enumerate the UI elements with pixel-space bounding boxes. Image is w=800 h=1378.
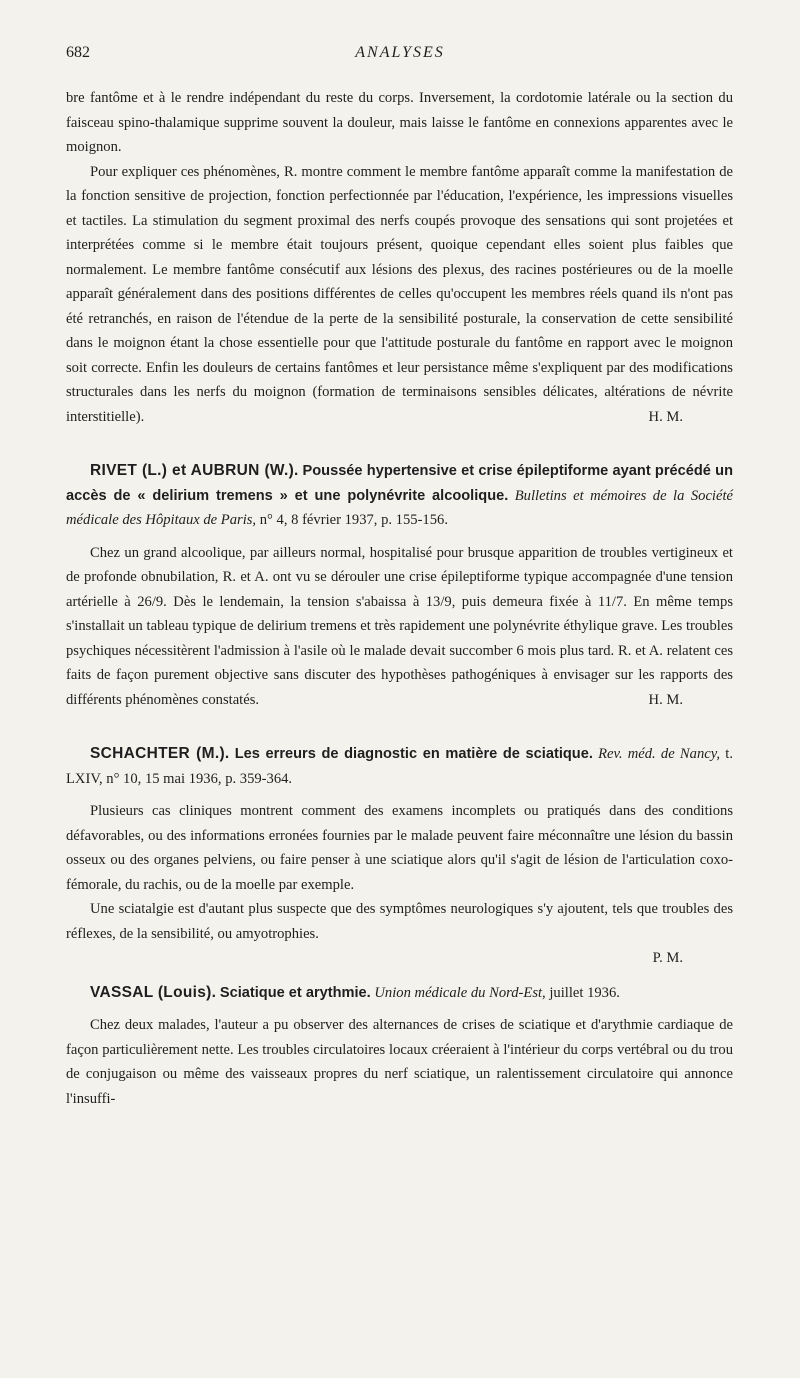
review-title: Poussée hypertensive et crise épileptiforme ayant précédé un accès de « delirium tremens » et une polynévrite alcoolique. — [66, 463, 733, 504]
review-reference: t. LXIV, n° 10, 15 mai 1936, p. 359-364. — [66, 746, 733, 787]
review-journal: Bulletins et mémoires de la Société médicale des Hôpitaux de Paris, — [66, 487, 733, 528]
review-paragraph: Chez deux malades, l'auteur a pu observer des alternances de crises de sciatique et d'arythmie cardiaque de façon particulièrement nette. Les troubles circulatoires locaux créeraient à l'intérieur du corps vertébral ou du trou de conjugaison ou même des vaisseaux propres du nerf sciatique, un ralentissement circulatoire qui annonce l'insuffi- — [66, 1017, 733, 1107]
page-body — [66, 86, 733, 1111]
review-paragraph: bre fantôme et à le rendre indépendant du reste du corps. Inversement, la cordotomie latérale ou la section du faisceau spino-thalamique supprime souvent la douleur, mais laisse le fantôme en connexions apparentes avec le moignon. — [66, 90, 733, 155]
review-paragraph: Plusieurs cas cliniques montrent comment des examens incomplets ou pratiqués dans des conditions défavorables, ou des informations erronées fournies par le malade peuvent faire méconnaître une lésion du bassin osseux ou des organes pelviens, ou faire penser à une sciatique alors qu'il s'agit de lésion de l'articulation coxo-fémorale, du rachis, ou de la moelle par exemple. — [66, 803, 733, 893]
review-paragraph: Chez un grand alcoolique, par ailleurs normal, hospitalisé pour brusque apparition de troubles vertigineux et de profonde obnubilation, R. et A. ont vu se dérouler une crise épileptiforme typique accompagnée d'une tension artérielle à 26/9. Dès le lendemain, la tension s'abaissa à 13/9, puis demeura fixée à 11/7. En même temps s'installait un tableau typique de delirium tremens et très rapidement une polynévrite éthylique grave. Les troubles psychiques nécessitèrent l'admission à l'asile où le malade devait succomber 6 mois plus tard. R. et A. relatent ces faits de façon purement objective sans discuter des hypothèses pathogéniques à envisager sur les rapports des différents phénomènes constatés. — [66, 544, 733, 708]
review-title: Les erreurs de diagnostic en matière de sciatique. — [234, 746, 593, 762]
page-number: 682 — [66, 44, 90, 61]
review-title: Sciatique et arythmie. — [219, 984, 371, 1001]
page-header — [66, 44, 734, 68]
review-authors: VASSAL (Louis). — [90, 983, 217, 1001]
review-reference: juillet 1936. — [549, 984, 620, 1001]
review-journal: Union médicale du Nord-Est, — [374, 984, 546, 1001]
review-signature: H. M. — [648, 691, 683, 708]
review-journal: Rev. méd. de Nancy, — [598, 746, 721, 762]
review-signature: H. M. — [648, 408, 683, 425]
running-title: ANALYSES — [355, 44, 445, 61]
review-heading — [66, 459, 733, 533]
review-authors: RIVET (L.) et AUBRUN (W.). — [90, 462, 299, 479]
review-paragraph: Pour expliquer ces phénomènes, R. montre comment le membre fantôme apparaît comme la manifestation de la fonction sensitive de projection, fonction perfectionnée par l'éducation, l'expérience, les impressions visuelles et tactiles. La stimulation du segment proximal des nerfs coupés provoque des sensations qui sont projetées et interprétées comme si le membre était toujours présent, quoique cependant elles soient plus faibles que normalement. Le membre fantôme consécutif aux lésions des plexus, des racines postérieures ou de la moelle apparaît généralement dans des positions différentes de celles qu'occupent les membres réels quand ils n'ont pas été retranchés, en raison de l'étendue de la perte de la sensibilité posturale, la conservation de cette sensibilité dans le moignon étant la chose essentielle pour que l'attitude posturale du fantôme en rapport avec le moignon soit correcte. Enfin les douleurs de certains fantômes et leur persistance même s'expliquent par des modifications structurales dans les nerfs du moignon (formation de terminaisons sensibles délicates, altérations de névrite interstitielle). — [66, 163, 733, 425]
review-authors: SCHACHTER (M.). — [90, 745, 230, 762]
review-heading — [66, 981, 733, 1006]
review-signature: P. M. — [652, 950, 683, 966]
review-paragraph: Une sciatalgie est d'autant plus suspecte que des symptômes neurologiques s'y ajoutent, tels que troubles des réflexes, de la sensibilité, ou amyotrophies. — [66, 901, 733, 942]
review-heading — [66, 742, 733, 791]
review-reference: n° 4, 8 février 1937, p. 155-156. — [259, 512, 448, 528]
